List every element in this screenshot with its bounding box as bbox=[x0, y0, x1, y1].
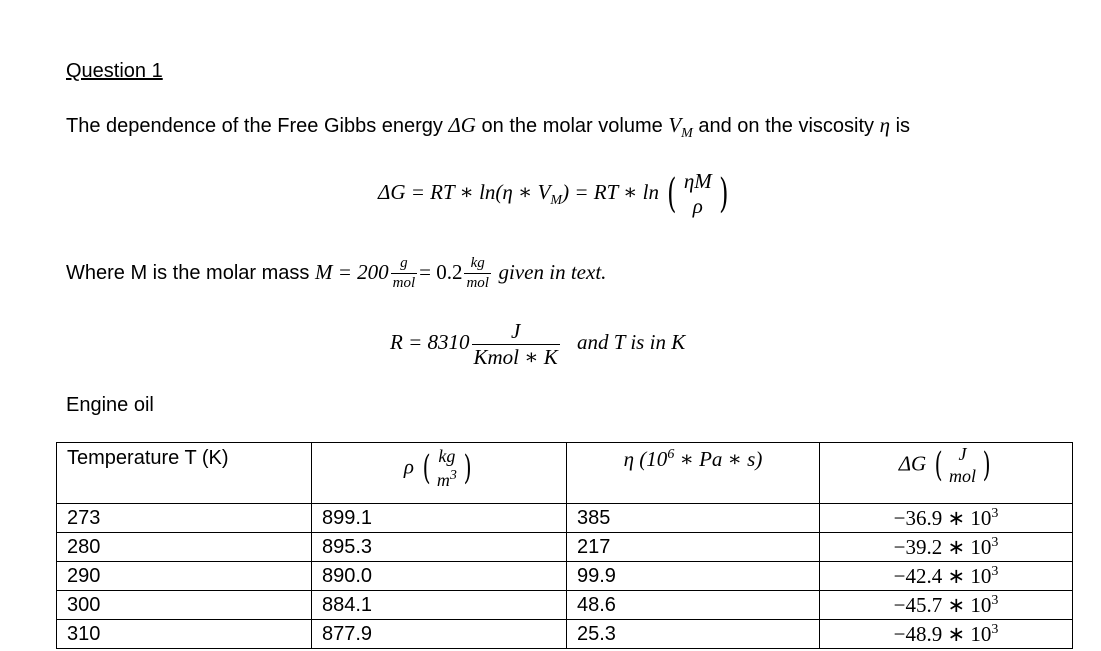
intro-text-a: The dependence of the Free Gibbs energy bbox=[66, 115, 443, 137]
viscosity-symbol: η bbox=[879, 113, 891, 137]
intro-text-b: on the molar volume bbox=[481, 115, 663, 137]
section-label: Engine oil bbox=[66, 394, 154, 416]
header-density: ρ ( kg $m^3$ ) bbox=[312, 443, 567, 504]
molar-mass-line: Where M is the molar mass M = 200 $\frac{g}{\text{mol}}$ = 0.2 $\frac{kg}{\text{mol}}$ given in text. bbox=[66, 255, 607, 291]
intro-sentence bbox=[66, 113, 910, 146]
gibbs-equation: ΔG = RT ∗ ln(η ∗ $V_M$) = RT ∗ ln ( ηM ρ ) bbox=[378, 169, 729, 219]
table-row: 310 877.9 25.3 −48.9 ∗ $10^3$ bbox=[57, 620, 1073, 649]
table-row: 273 899.1 385 −36.9 ∗ $10^3$ bbox=[57, 504, 1073, 533]
intro-text-c: and on the viscosity bbox=[698, 115, 875, 137]
delta-g-symbol: ΔG bbox=[448, 113, 476, 137]
molar-mass-prefix: Where M is the molar mass bbox=[66, 261, 310, 284]
header-viscosity: η ($10^6$ ∗ Pa ∗ s) bbox=[567, 443, 820, 504]
table-header-row bbox=[57, 443, 1073, 504]
header-temperature: Temperature T (K) bbox=[57, 443, 312, 504]
intro-text-d: is bbox=[895, 115, 911, 137]
molar-volume-symbol: $V_M$ bbox=[668, 113, 693, 142]
header-gibbs: ΔG ( J mol ) bbox=[820, 443, 1073, 504]
table-row: 300 884.1 48.6 −45.7 ∗ $10^3$ bbox=[57, 591, 1073, 620]
table-row: 280 895.3 217 −39.2 ∗ $10^3$ bbox=[57, 533, 1073, 562]
gas-constant-line: R = 8310 $\frac{J}{\text{Kmol ∗ K}}$ and T is in K bbox=[390, 318, 686, 369]
engine-oil-table bbox=[56, 442, 1073, 649]
table-row: 290 890.0 99.9 −42.4 ∗ $10^3$ bbox=[57, 562, 1073, 591]
question-heading: Question 1 bbox=[66, 60, 163, 82]
